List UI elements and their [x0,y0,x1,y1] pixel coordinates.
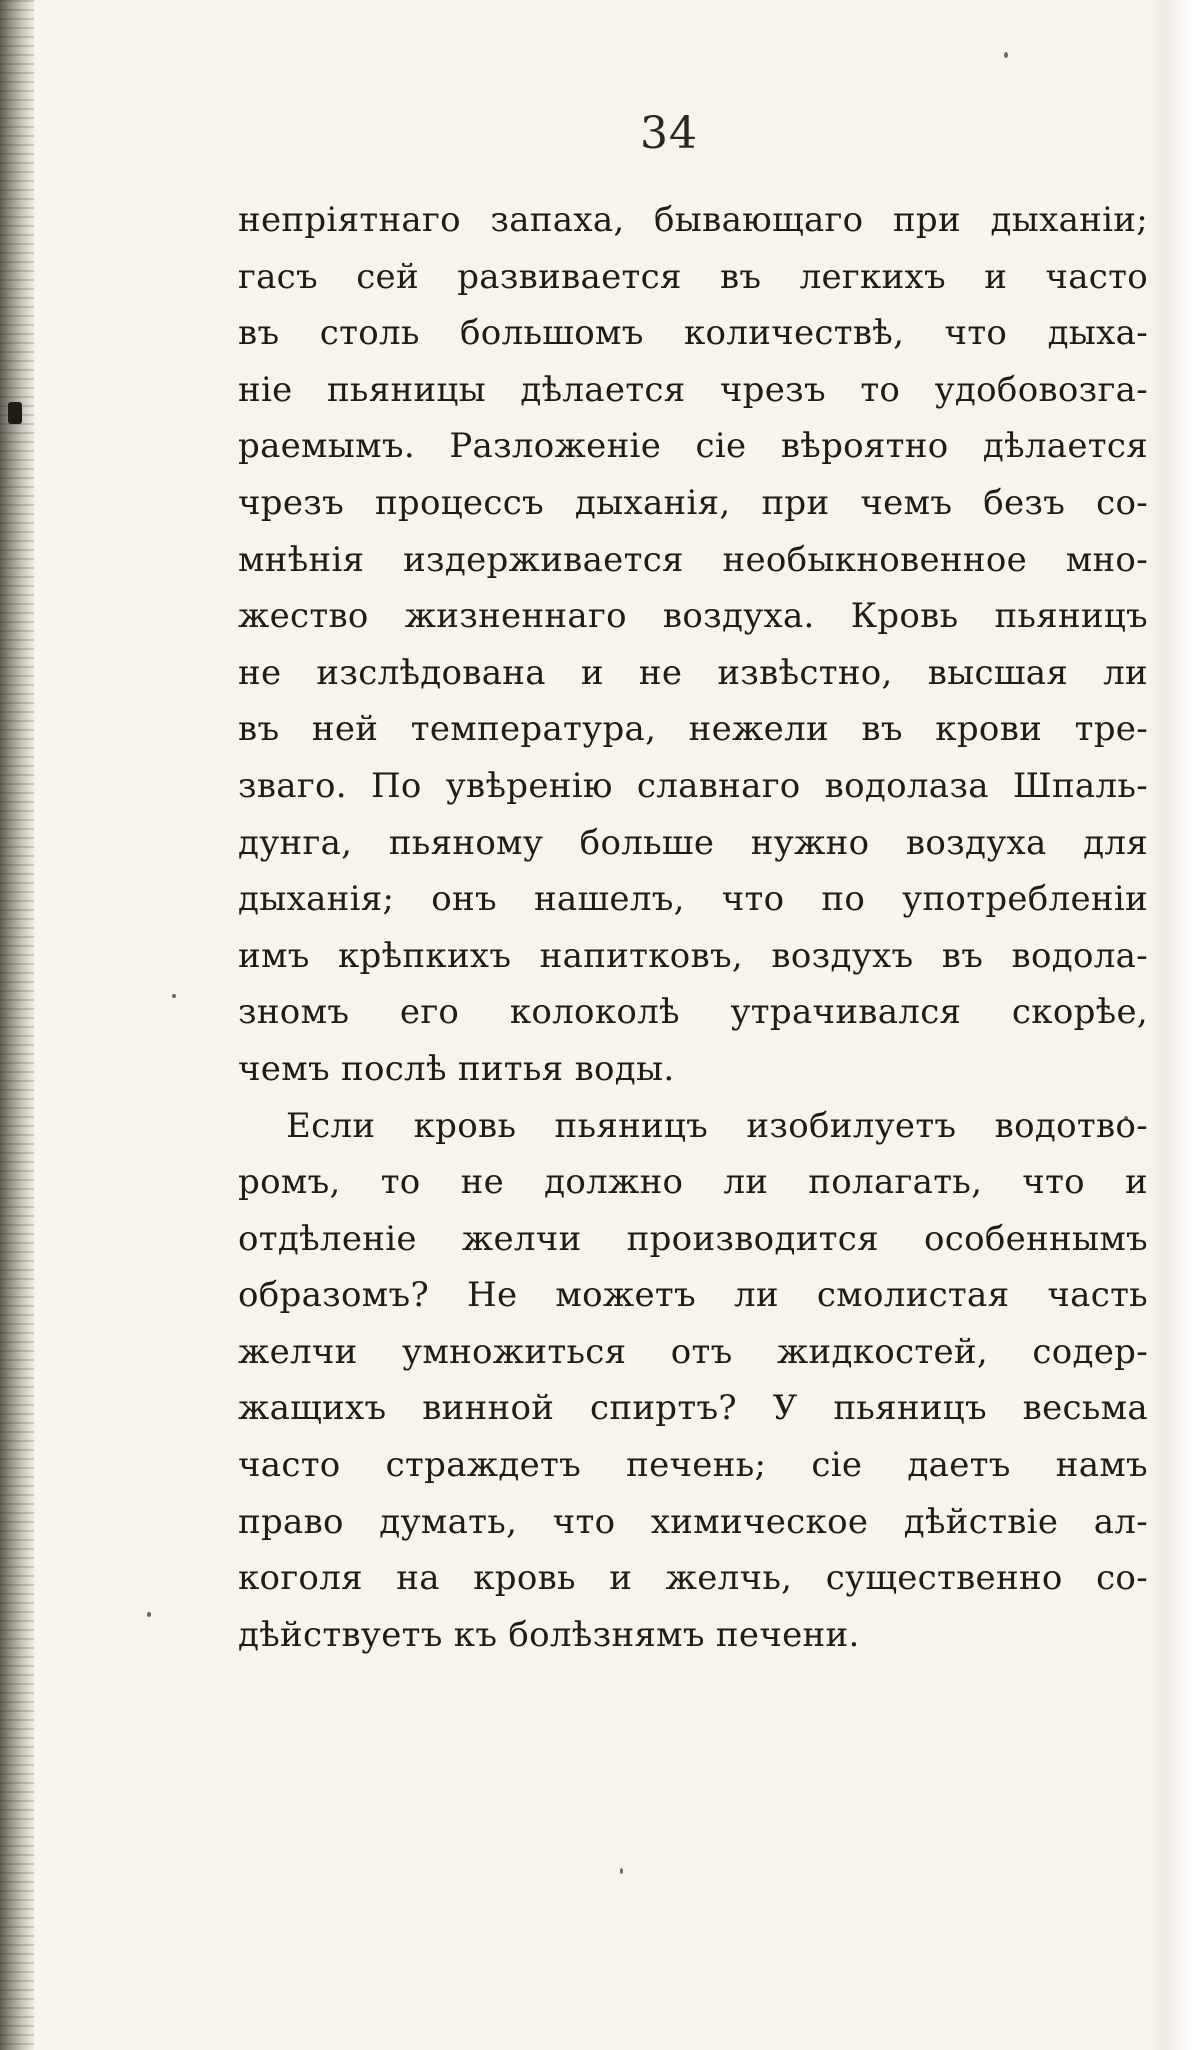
text-line: ромъ, то не должно ли полагать, что и [238,1162,1148,1203]
paragraph-start-line: Если кровь пьяницъ изобилуетъ водотво- [286,1105,1148,1146]
text-line: желчи умножиться отъ жидкостей, содер- [238,1331,1148,1372]
text-line: чрезъ процессъ дыханія, при чемъ безъ со- [238,482,1148,523]
text-line: дунга, пьяному больше нужно воздуха для [238,822,1148,863]
paper-speck [620,1868,623,1874]
text-line: дыханія; онъ нашелъ, что по употребленіи [238,879,1148,920]
text-line: гасъ сей развивается въ легкихъ и часто [238,256,1148,297]
text-line: зваго. По увѣренію славнаго водолаза Шпаль- [238,765,1148,806]
paragraph-end-line: дѣйствуетъ къ болѣзнямъ печени. [238,1614,860,1655]
text-line: зномъ его колоколѣ утрачивался скорѣе, [238,992,1148,1033]
text-line: отдѣленіе желчи производится особеннымъ [238,1218,1148,1259]
paper-speck [172,994,176,998]
text-line: жество жизненнаго воздуха. Кровь пьяницъ [238,596,1148,637]
text-line: въ столь большомъ количествѣ, что дыха- [238,313,1148,354]
binding-texture [0,0,34,2050]
text-line: мнѣнія издерживается необыкновенное мно- [238,539,1148,580]
page-body-text [238,192,1148,1663]
text-line: коголя на кровь и желчь, существенно со- [238,1558,1148,1599]
paper-speck [147,1612,151,1617]
page-number: 34 [640,108,698,159]
text-line: раемымъ. Разложеніе сіе вѣроятно дѣлается [238,426,1148,467]
paragraph-end-line: чемъ послѣ питья воды. [238,1048,675,1089]
text-line: имъ крѣпкихъ напитковъ, воздухъ въ водола- [238,935,1148,976]
text-line: образомъ? Не можетъ ли смолистая часть [238,1275,1148,1316]
text-line: ніе пьяницы дѣлается чрезъ то удобовозга- [238,369,1148,410]
text-line: часто страждетъ печень; сіе даетъ намъ [238,1445,1148,1486]
margin-ink-mark [8,402,22,424]
text-line: непріятнаго запаха, бывающаго при дыханіи; [238,200,1148,240]
page-outer-edge [1148,0,1192,2050]
text-line: въ ней температура, нежели въ крови тре- [238,709,1148,750]
text-line: жащихъ винной спиртъ? У пьяницъ весьма [238,1388,1148,1429]
paper-speck [1004,52,1008,58]
text-line: право думать, что химическое дѣйствіе ал- [238,1501,1148,1542]
text-line: не изслѣдована и не извѣстно, высшая ли [238,652,1148,693]
